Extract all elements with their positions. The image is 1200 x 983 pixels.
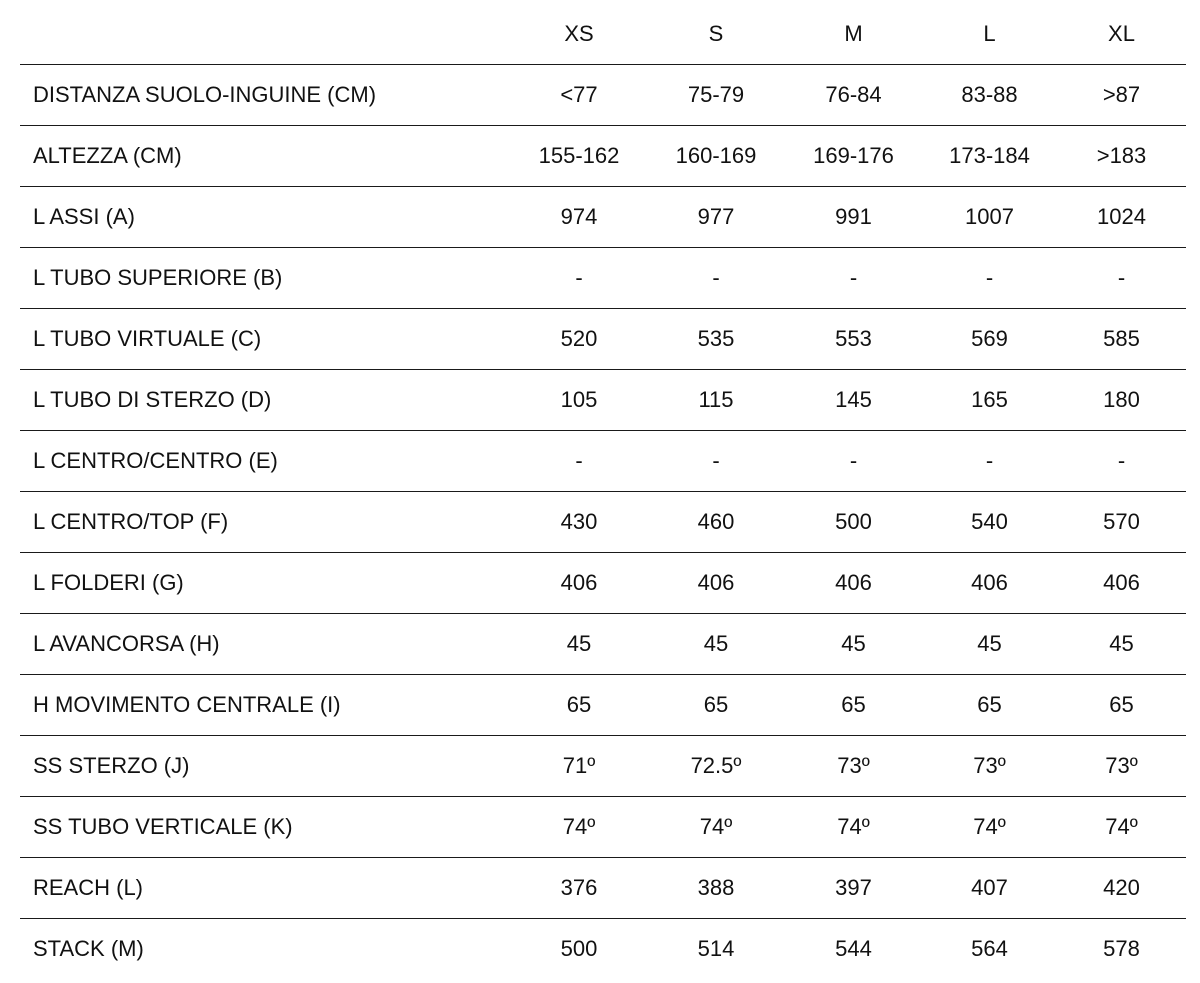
cell-s: 72.5º <box>647 736 785 797</box>
cell-m: 991 <box>785 187 922 248</box>
table-row <box>20 797 1186 858</box>
header-cell-xl: XL <box>1057 4 1186 65</box>
cell-l: 173-184 <box>922 126 1057 187</box>
table-row <box>20 553 1186 614</box>
cell-xs: 406 <box>511 553 647 614</box>
row-label: H MOVIMENTO CENTRALE (I) <box>20 675 511 736</box>
cell-s: - <box>647 248 785 309</box>
table-row <box>20 370 1186 431</box>
cell-m: - <box>785 431 922 492</box>
row-label: L CENTRO/CENTRO (E) <box>20 431 511 492</box>
cell-l: 564 <box>971 936 1008 961</box>
table-row <box>20 492 1186 553</box>
cell-xs: <77 <box>511 65 647 126</box>
table-row <box>20 65 1186 126</box>
cell-xl: - <box>1057 248 1186 309</box>
cell-m: 553 <box>785 309 922 370</box>
cell-xs: 65 <box>511 675 647 736</box>
row-label: DISTANZA SUOLO-INGUINE (CM) <box>20 65 511 126</box>
table-row <box>20 675 1186 736</box>
cell-m: 544 <box>835 936 872 961</box>
table-body <box>20 65 1186 980</box>
table-row <box>20 187 1186 248</box>
table-row <box>20 309 1186 370</box>
cell-l: 1007 <box>922 187 1057 248</box>
cell-m: 145 <box>785 370 922 431</box>
cell-m: 74º <box>785 797 922 858</box>
row-label: L CENTRO/TOP (F) <box>20 492 511 553</box>
cell-s: 45 <box>647 614 785 675</box>
row-label: L FOLDERI (G) <box>20 553 511 614</box>
header-cell-label <box>20 4 511 65</box>
cell-s: 514 <box>697 936 735 961</box>
row-label: SS TUBO VERTICALE (K) <box>20 797 511 858</box>
cell-xs: 974 <box>511 187 647 248</box>
cell-xs: - <box>511 431 647 492</box>
table-header <box>20 4 1186 65</box>
table-row <box>20 614 1186 675</box>
row-label: STACK (M) <box>33 936 144 961</box>
cell-l: - <box>922 431 1057 492</box>
cell-xl: 578 <box>1103 936 1140 961</box>
cell-s: 460 <box>647 492 785 553</box>
geometry-table <box>20 4 1186 979</box>
cell-l: 165 <box>922 370 1057 431</box>
row-label: REACH (L) <box>20 858 511 919</box>
table-row <box>20 919 1186 980</box>
cell-xl: >87 <box>1057 65 1186 126</box>
table-row <box>20 431 1186 492</box>
cell-xl: 73º <box>1057 736 1186 797</box>
cell-xl: >183 <box>1057 126 1186 187</box>
cell-s: 535 <box>647 309 785 370</box>
cell-l: 540 <box>922 492 1057 553</box>
row-label: SS STERZO (J) <box>20 736 511 797</box>
cell-s: 115 <box>647 370 785 431</box>
cell-l: - <box>922 248 1057 309</box>
table-row <box>20 126 1186 187</box>
cell-l: 73º <box>922 736 1057 797</box>
cell-m: 169-176 <box>785 126 922 187</box>
cell-s: 388 <box>647 858 785 919</box>
cell-m: 397 <box>785 858 922 919</box>
cell-xs: 74º <box>511 797 647 858</box>
cell-xl: 420 <box>1057 858 1186 919</box>
table-row <box>20 736 1186 797</box>
cell-xs: 500 <box>560 936 598 961</box>
cell-l: 45 <box>922 614 1057 675</box>
cell-xs: - <box>511 248 647 309</box>
cell-s: 65 <box>647 675 785 736</box>
cell-xl: 180 <box>1057 370 1186 431</box>
cell-xl: 74º <box>1057 797 1186 858</box>
cell-xs: 71º <box>511 736 647 797</box>
cell-m: 73º <box>785 736 922 797</box>
cell-xs: 105 <box>511 370 647 431</box>
cell-s: 160-169 <box>647 126 785 187</box>
cell-m: 45 <box>785 614 922 675</box>
cell-l: 74º <box>922 797 1057 858</box>
cell-s: 977 <box>647 187 785 248</box>
table-row <box>20 248 1186 309</box>
cell-m: 406 <box>785 553 922 614</box>
cell-xl: 65 <box>1057 675 1186 736</box>
row-label: ALTEZZA (CM) <box>20 126 511 187</box>
cell-xl: - <box>1057 431 1186 492</box>
header-row <box>20 4 1186 65</box>
cell-xs: 155-162 <box>511 126 647 187</box>
row-label: L ASSI (A) <box>20 187 511 248</box>
cell-s: 74º <box>647 797 785 858</box>
cell-l: 406 <box>922 553 1057 614</box>
cell-s: 75-79 <box>647 65 785 126</box>
row-label: L AVANCORSA (H) <box>20 614 511 675</box>
cell-xl: 1024 <box>1057 187 1186 248</box>
row-label: L TUBO VIRTUALE (C) <box>20 309 511 370</box>
cell-l: 407 <box>922 858 1057 919</box>
cell-xl: 585 <box>1057 309 1186 370</box>
cell-l: 83-88 <box>922 65 1057 126</box>
row-label: L TUBO SUPERIORE (B) <box>20 248 511 309</box>
table-row <box>20 858 1186 919</box>
header-cell-l: L <box>922 4 1057 65</box>
cell-l: 65 <box>922 675 1057 736</box>
header-cell-s: S <box>647 4 785 65</box>
row-label: L TUBO DI STERZO (D) <box>20 370 511 431</box>
header-cell-m: M <box>785 4 922 65</box>
cell-xl: 406 <box>1057 553 1186 614</box>
cell-m: 500 <box>785 492 922 553</box>
header-cell-xs: XS <box>511 4 647 65</box>
cell-m: 65 <box>785 675 922 736</box>
cell-xl: 45 <box>1057 614 1186 675</box>
cell-xs: 430 <box>511 492 647 553</box>
cell-l: 569 <box>922 309 1057 370</box>
cell-xs: 45 <box>511 614 647 675</box>
cell-m: - <box>785 248 922 309</box>
cell-xs: 376 <box>511 858 647 919</box>
cell-xl: 570 <box>1057 492 1186 553</box>
cell-s: 406 <box>647 553 785 614</box>
cell-s: - <box>647 431 785 492</box>
cell-xs: 520 <box>511 309 647 370</box>
cell-m: 76-84 <box>785 65 922 126</box>
